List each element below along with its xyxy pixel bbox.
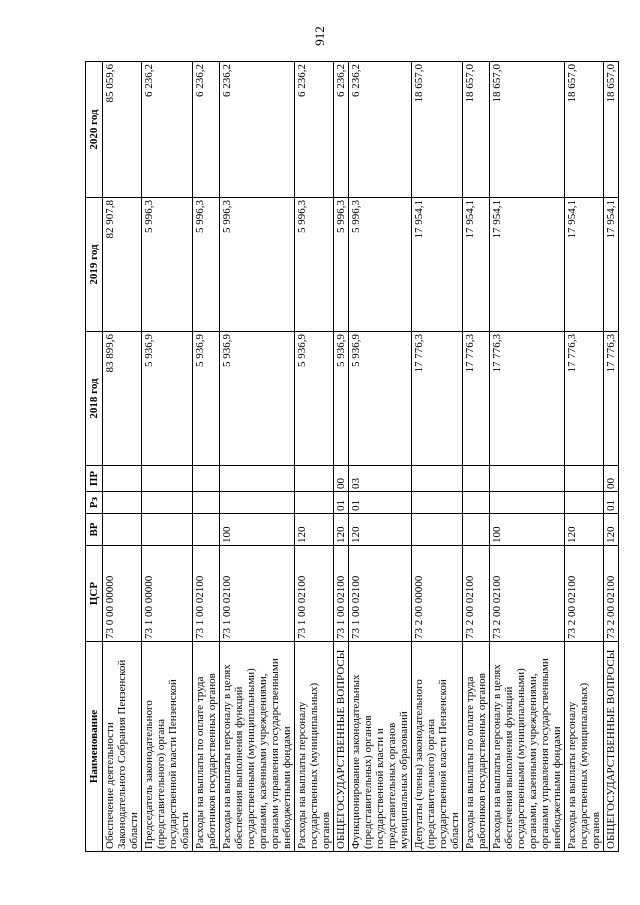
cell-rz bbox=[412, 492, 463, 514]
cell-csr: 73 2 00 02100 bbox=[490, 546, 565, 642]
cell-y2018: 17 776,3 bbox=[490, 332, 565, 466]
cell-csr: 73 2 00 00000 bbox=[412, 546, 463, 642]
cell-rz bbox=[295, 492, 334, 514]
cell-y2018: 17 776,3 bbox=[412, 332, 463, 466]
header-2019: 2019 год bbox=[86, 198, 103, 332]
cell-name: Расходы на выплаты персоналу государственных (муниципальных) органов bbox=[565, 642, 604, 852]
cell-rz bbox=[220, 492, 295, 514]
cell-name: Депутаты (члены) законодательного (представительного) органа государственной власти Пензенской области bbox=[412, 642, 463, 852]
cell-y2020: 18 657,0 bbox=[463, 62, 490, 198]
cell-name: ОБЩЕГОСУДАРСТВЕННЫЕ ВОПРОСЫ bbox=[604, 642, 619, 852]
cell-y2019: 5 996,3 bbox=[295, 198, 334, 332]
cell-csr: 73 1 00 00000 bbox=[142, 546, 193, 642]
cell-y2020: 6 236,2 bbox=[349, 62, 412, 198]
cell-vr: 120 bbox=[334, 514, 349, 546]
cell-pr bbox=[103, 466, 142, 492]
cell-csr: 73 0 00 00000 bbox=[103, 546, 142, 642]
cell-y2020: 18 657,0 bbox=[490, 62, 565, 198]
cell-y2019: 5 996,3 bbox=[334, 198, 349, 332]
cell-rz bbox=[490, 492, 565, 514]
cell-y2020: 6 236,2 bbox=[220, 62, 295, 198]
cell-pr bbox=[565, 466, 604, 492]
budget-table bbox=[85, 61, 619, 852]
table-header-row bbox=[86, 62, 103, 852]
rotated-table-frame bbox=[85, 62, 617, 852]
cell-rz bbox=[565, 492, 604, 514]
cell-vr: 100 bbox=[490, 514, 565, 546]
header-vr: ВР bbox=[86, 514, 103, 546]
table-row bbox=[220, 62, 295, 852]
cell-pr bbox=[295, 466, 334, 492]
cell-y2020: 6 236,2 bbox=[295, 62, 334, 198]
cell-csr: 73 1 00 02100 bbox=[220, 546, 295, 642]
cell-vr bbox=[463, 514, 490, 546]
cell-y2018: 5 936,9 bbox=[220, 332, 295, 466]
cell-rz bbox=[193, 492, 220, 514]
cell-y2018: 5 936,9 bbox=[295, 332, 334, 466]
cell-y2020: 18 657,0 bbox=[604, 62, 619, 198]
cell-pr: 00 bbox=[334, 466, 349, 492]
table-row bbox=[412, 62, 463, 852]
cell-y2019: 5 996,3 bbox=[220, 198, 295, 332]
cell-rz bbox=[103, 492, 142, 514]
cell-y2019: 82 907,8 bbox=[103, 198, 142, 332]
cell-y2020: 85 059,6 bbox=[103, 62, 142, 198]
table-row bbox=[193, 62, 220, 852]
cell-y2018: 5 936,9 bbox=[193, 332, 220, 466]
header-2020: 2020 год bbox=[86, 62, 103, 198]
cell-y2020: 6 236,2 bbox=[142, 62, 193, 198]
cell-name: Расходы на выплаты по оплате труда работников государственных органов bbox=[463, 642, 490, 852]
header-name: Наименование bbox=[86, 642, 103, 852]
cell-rz bbox=[142, 492, 193, 514]
cell-name: Расходы на выплаты персоналу в целях обеспечения выполнения функций государственными (муниципальными) органами, казенными учреждениями, органами управления государственными внебюджетными фондами bbox=[220, 642, 295, 852]
cell-y2019: 17 954,1 bbox=[412, 198, 463, 332]
cell-pr bbox=[220, 466, 295, 492]
cell-vr bbox=[142, 514, 193, 546]
cell-y2018: 5 936,9 bbox=[142, 332, 193, 466]
cell-vr bbox=[412, 514, 463, 546]
cell-name: Обеспечение деятельности Законодательного Собрания Пензенской области bbox=[103, 642, 142, 852]
table-row bbox=[490, 62, 565, 852]
cell-pr: 00 bbox=[604, 466, 619, 492]
cell-y2019: 17 954,1 bbox=[463, 198, 490, 332]
cell-y2019: 5 996,3 bbox=[349, 198, 412, 332]
cell-pr bbox=[412, 466, 463, 492]
cell-vr bbox=[193, 514, 220, 546]
table-row bbox=[463, 62, 490, 852]
cell-name: Расходы на выплаты персоналу в целях обеспечения выполнения функций государственными (муниципальными) органами, казенными учреждениями, органами управления государственными внебюджетными фондами bbox=[490, 642, 565, 852]
cell-csr: 73 1 00 02100 bbox=[295, 546, 334, 642]
header-rz: Рз bbox=[86, 492, 103, 514]
cell-name: Расходы на выплаты персоналу государственных (муниципальных) органов bbox=[295, 642, 334, 852]
cell-y2018: 17 776,3 bbox=[604, 332, 619, 466]
table-row bbox=[565, 62, 604, 852]
cell-vr: 120 bbox=[604, 514, 619, 546]
cell-rz bbox=[463, 492, 490, 514]
cell-name: Расходы на выплаты по оплате труда работников государственных органов bbox=[193, 642, 220, 852]
cell-y2018: 83 899,6 bbox=[103, 332, 142, 466]
table-row bbox=[349, 62, 412, 852]
page-number: 912 bbox=[312, 26, 327, 46]
cell-csr: 73 1 00 02100 bbox=[334, 546, 349, 642]
cell-csr: 73 1 00 02100 bbox=[349, 546, 412, 642]
cell-pr bbox=[463, 466, 490, 492]
cell-vr: 120 bbox=[295, 514, 334, 546]
header-pr: ПР bbox=[86, 466, 103, 492]
cell-y2018: 17 776,3 bbox=[463, 332, 490, 466]
cell-vr: 100 bbox=[220, 514, 295, 546]
cell-name: Функционирование законодательных (представительных) органов государственной власти и представительных органов муниципальных образований bbox=[349, 642, 412, 852]
table-row bbox=[604, 62, 619, 852]
cell-y2019: 17 954,1 bbox=[604, 198, 619, 332]
header-2018: 2018 год bbox=[86, 332, 103, 466]
budget-table-container bbox=[85, 62, 617, 852]
cell-pr bbox=[490, 466, 565, 492]
cell-y2019: 17 954,1 bbox=[490, 198, 565, 332]
table-body bbox=[103, 62, 619, 852]
header-csr: ЦСР bbox=[86, 546, 103, 642]
table-row bbox=[334, 62, 349, 852]
cell-rz: 01 bbox=[349, 492, 412, 514]
cell-vr: 120 bbox=[565, 514, 604, 546]
cell-y2020: 6 236,2 bbox=[193, 62, 220, 198]
table-row bbox=[142, 62, 193, 852]
cell-csr: 73 2 00 02100 bbox=[565, 546, 604, 642]
cell-name: Председатель законодательного (представительного) органа государственной власти Пензенской области bbox=[142, 642, 193, 852]
cell-y2020: 18 657,0 bbox=[565, 62, 604, 198]
cell-pr bbox=[193, 466, 220, 492]
cell-csr: 73 2 00 02100 bbox=[604, 546, 619, 642]
cell-y2020: 18 657,0 bbox=[412, 62, 463, 198]
cell-y2019: 5 996,3 bbox=[193, 198, 220, 332]
table-row bbox=[295, 62, 334, 852]
cell-y2018: 5 936,9 bbox=[349, 332, 412, 466]
cell-pr: 03 bbox=[349, 466, 412, 492]
cell-rz: 01 bbox=[334, 492, 349, 514]
cell-y2019: 17 954,1 bbox=[565, 198, 604, 332]
cell-csr: 73 2 00 02100 bbox=[463, 546, 490, 642]
cell-rz: 01 bbox=[604, 492, 619, 514]
cell-y2019: 5 996,3 bbox=[142, 198, 193, 332]
cell-vr: 120 bbox=[349, 514, 412, 546]
cell-csr: 73 1 00 02100 bbox=[193, 546, 220, 642]
cell-pr bbox=[142, 466, 193, 492]
cell-vr bbox=[103, 514, 142, 546]
cell-name: ОБЩЕГОСУДАРСТВЕННЫЕ ВОПРОСЫ bbox=[334, 642, 349, 852]
table-row bbox=[103, 62, 142, 852]
cell-y2018: 17 776,3 bbox=[565, 332, 604, 466]
cell-y2020: 6 236,2 bbox=[334, 62, 349, 198]
cell-y2018: 5 936,9 bbox=[334, 332, 349, 466]
